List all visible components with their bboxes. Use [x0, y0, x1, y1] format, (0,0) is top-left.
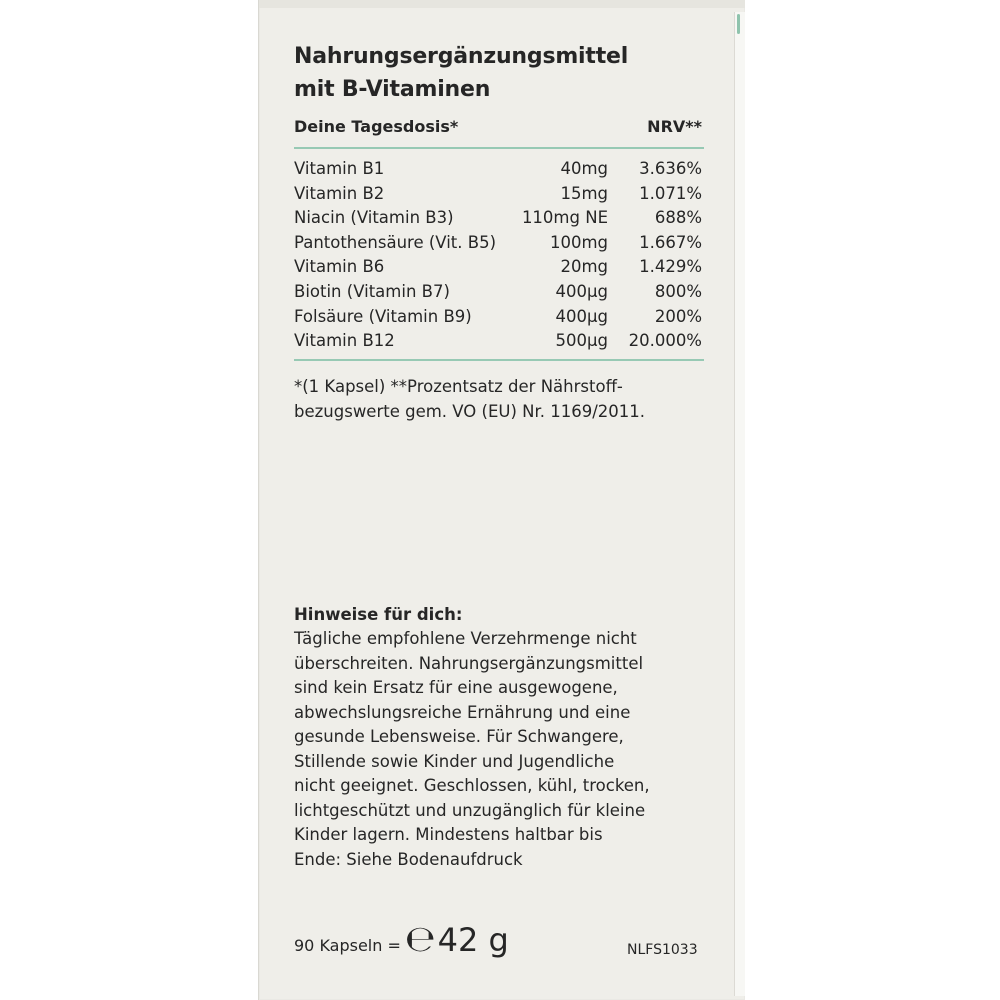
- footnote-line-2: bezugswerte gem. VO (EU) Nr. 1169/2011.: [294, 402, 646, 421]
- nutrient-amount: 500µg: [555, 331, 608, 351]
- capsule-count: 90 Kapseln =: [294, 936, 401, 955]
- nutrient-name: Pantothensäure (Vit. B5): [294, 232, 497, 252]
- product-title-line-1: Nahrungsergänzungsmittel: [294, 44, 629, 69]
- hints-line: nicht geeignet. Geschlossen, kühl, trocken,: [294, 776, 650, 795]
- nutrient-amount: 400µg: [555, 306, 608, 326]
- hints-line: Stillende sowie Kinder und Jugendliche: [294, 751, 615, 771]
- estimated-sign-icon: ℮: [404, 919, 436, 960]
- nutrient-nrv: 1.071%: [639, 183, 702, 203]
- product-code: NLFS1033: [627, 942, 698, 958]
- nutrient-name: Niacin (Vitamin B3): [294, 208, 454, 228]
- nutrient-nrv: 1.429%: [639, 257, 702, 277]
- nutrition-table-header: [294, 117, 702, 143]
- net-weight: 42 g: [437, 921, 509, 959]
- daily-dose-header: Deine Tagesdosis*: [294, 117, 459, 136]
- footnote-line-1: *(1 Kapsel) **Prozentsatz der Nährstoff-: [294, 377, 623, 396]
- nutrient-nrv: 200%: [654, 306, 702, 326]
- hints-line: sind kein Ersatz für eine ausgewogene,: [294, 678, 618, 697]
- table-bottom-rule: [294, 359, 704, 361]
- table-row: [294, 305, 704, 330]
- nutrient-name: Vitamin B6: [294, 257, 385, 277]
- nutrient-amount: 20mg: [560, 257, 608, 277]
- table-row: [294, 157, 704, 182]
- hints-heading: Hinweise für dich:: [294, 605, 463, 624]
- nutrition-table: [294, 157, 704, 354]
- hints-line: gesunde Lebensweise. Für Schwangere,: [294, 727, 624, 746]
- green-accent-mark: [737, 14, 740, 34]
- nutrient-amount: 15mg: [560, 183, 608, 203]
- nrv-header: NRV**: [647, 117, 702, 136]
- hints-line: lichtgeschützt und unzugänglich für kleine: [294, 800, 646, 820]
- nutrient-amount: 100mg: [549, 232, 608, 252]
- hints-text: [294, 627, 714, 872]
- nutrient-nrv: 800%: [654, 281, 702, 301]
- nutrient-name: Vitamin B12: [294, 331, 395, 351]
- nutrient-nrv: 20.000%: [628, 331, 702, 351]
- nutrient-nrv: 1.667%: [639, 232, 702, 252]
- product-title: [294, 40, 724, 106]
- panel-fold-strip: [734, 12, 745, 996]
- nutrient-amount: 40mg: [560, 159, 608, 178]
- nutrient-amount: 110mg NE: [521, 208, 608, 228]
- nutrient-name: Biotin (Vitamin B7): [294, 281, 450, 301]
- table-row: [294, 329, 704, 354]
- nutrient-name: Vitamin B1: [294, 159, 385, 178]
- nutrient-name: Folsäure (Vitamin B9): [294, 306, 472, 326]
- nutrient-nrv: 3.636%: [639, 159, 702, 178]
- panel-top-edge: [259, 0, 745, 8]
- table-row: [294, 255, 704, 280]
- hints-line: überschreiten. Nahrungsergänzungsmittel: [294, 653, 644, 673]
- product-title-line-2: mit B-Vitaminen: [294, 77, 491, 102]
- nutrient-nrv: 688%: [654, 208, 702, 228]
- table-row: [294, 280, 704, 305]
- hints-line: Kinder lagern. Mindestens haltbar bis: [294, 825, 603, 844]
- hints-line: Tägliche empfohlene Verzehrmenge nicht: [294, 629, 637, 648]
- hints-line: abwechslungsreiche Ernährung und eine: [294, 702, 631, 722]
- table-row: [294, 182, 704, 207]
- footnote: [294, 374, 714, 424]
- table-top-rule: [294, 147, 704, 149]
- nutrient-name: Vitamin B2: [294, 183, 385, 203]
- table-row: [294, 231, 704, 256]
- table-row: [294, 206, 704, 231]
- net-quantity: [294, 920, 509, 964]
- hints-line: Ende: Siehe Bodenaufdruck: [294, 849, 523, 869]
- nutrient-amount: 400µg: [555, 281, 608, 301]
